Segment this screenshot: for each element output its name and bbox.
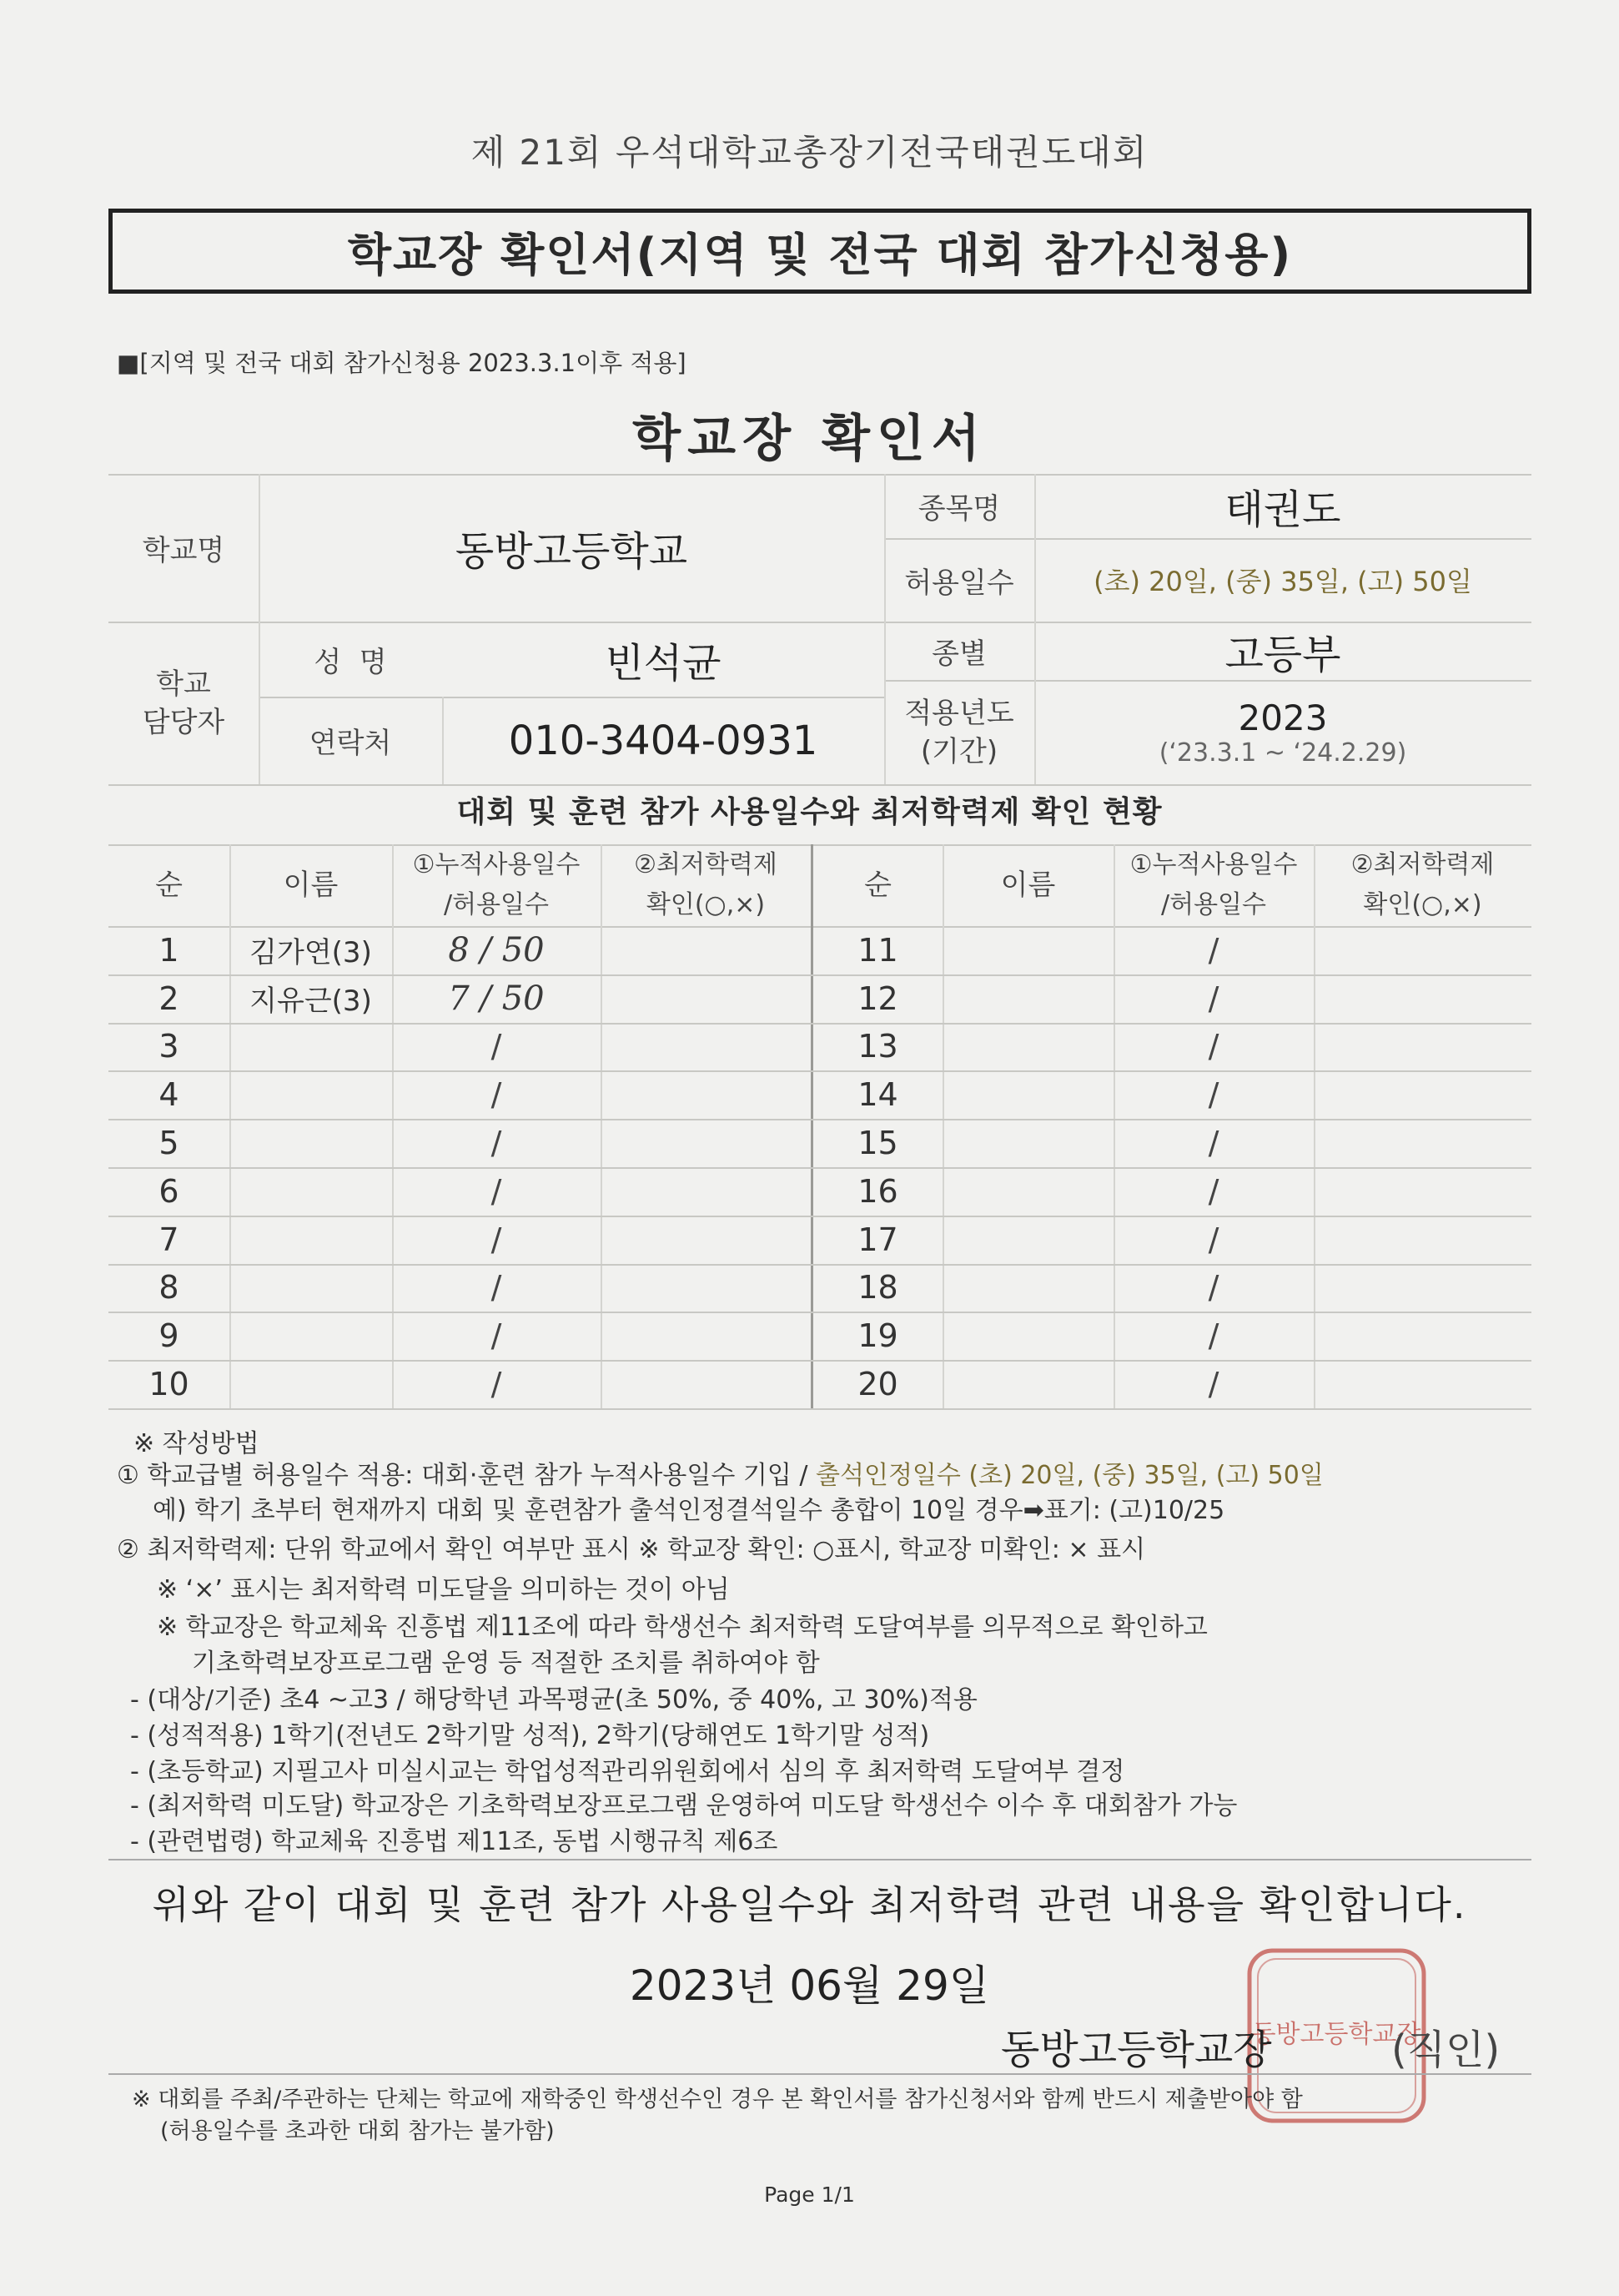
manager-label [108, 622, 259, 784]
min-academic-check [601, 926, 811, 974]
row-number: 18 [857, 1269, 898, 1307]
athlete-name [229, 1216, 392, 1264]
min-academic-check [1314, 1360, 1531, 1408]
min-academic-check [601, 1216, 811, 1264]
min-academic-check [1314, 1167, 1531, 1216]
method-line-11: - (관련법령) 학교체육 진흥법 제11조, 동법 시행규칙 제6조 [130, 1827, 778, 1856]
days-used: / [490, 1317, 502, 1355]
col-days-left-line2: /허용일수 [443, 890, 550, 919]
min-academic-check [1314, 1119, 1531, 1167]
col-no-left: 순 [155, 869, 183, 902]
min-academic-check [1314, 1264, 1531, 1312]
min-academic-check [601, 1312, 811, 1360]
min-academic-check [1314, 1312, 1531, 1360]
athlete-name [229, 1119, 392, 1167]
row-number: 1 [158, 931, 179, 969]
manager-label-line1: 학교 [156, 667, 211, 701]
method-line-1 [117, 1454, 1324, 1491]
athlete-name [943, 1216, 1114, 1264]
method-line-4: ※ ‘×’ 표시는 최저학력 미도달을 의미하는 것이 아님 [157, 1575, 730, 1604]
col-check-left-line2: 확인(○,×) [646, 890, 766, 919]
athlete-name [943, 1023, 1114, 1071]
row-number: 17 [857, 1221, 898, 1258]
athlete-name [229, 1070, 392, 1119]
main-title: 학교장 확인서 [632, 410, 987, 468]
col-name-left: 이름 [283, 869, 339, 902]
row-number: 10 [148, 1366, 189, 1403]
school-name-value: 동방고등학교 [455, 528, 688, 575]
allowed-days-value: (초) 20일, (중) 35일, (고) 50일 [1094, 566, 1472, 597]
confirmation-date: 2023년 06월 29일 [629, 1961, 990, 2010]
method-line-5: ※ 학교장은 학교체육 진흥법 제11조에 따라 학생선수 최저학력 도달여부를 의무적으로 확인하고 [157, 1613, 1208, 1642]
athlete-name [943, 1360, 1114, 1408]
method-line-1b: 출석인정일수 (초) 20일, (중) 35일, (고) 50일 [816, 1461, 1324, 1490]
athlete-name [943, 1264, 1114, 1312]
col-days-right [1114, 844, 1314, 926]
method-line-7: - (대상/기준) 초4 ~고3 / 해당학년 과목평균(초 50%, 중 40%, 고 30%)적용 [130, 1685, 978, 1714]
col-check-left [601, 844, 811, 926]
days-used: / [490, 1221, 502, 1258]
row-number: 3 [158, 1028, 179, 1065]
col-days-left [392, 844, 601, 926]
method-line-10: - (최저학력 미도달) 학교장은 기초학력보장프로그램 운영하여 미도달 학생선수 이수 후 대회참가 가능 [130, 1791, 1238, 1820]
days-used: / [490, 1172, 502, 1210]
days-used: / [490, 1028, 502, 1065]
days-used: / [1208, 1317, 1219, 1355]
athlete-name [229, 1167, 392, 1216]
division-value: 고등부 [1224, 631, 1341, 678]
footnote-line-2: (허용일수를 초과한 대회 참가는 불가함) [160, 2118, 555, 2144]
athlete-name [943, 1119, 1114, 1167]
event-label: 종목명 [918, 492, 1001, 526]
athlete-name [229, 1312, 392, 1360]
person-name-label: 성 명 [314, 645, 387, 679]
days-used: 7 / 50 [448, 979, 545, 1018]
applicability-note: ■[지역 및 전국 대회 참가신청용 2023.3.1이후 적용] [117, 349, 686, 377]
days-used: / [1208, 1076, 1219, 1114]
row-number: 20 [857, 1366, 898, 1403]
athlete-name [943, 974, 1114, 1023]
event-value: 태권도 [1224, 486, 1341, 533]
seal-text: 동방고등학교장 [1251, 2020, 1421, 2049]
method-line-8: - (성적적용) 1학기(전년도 2학기말 성적), 2학기(당해연도 1학기말 성적) [130, 1721, 930, 1750]
row-number: 7 [158, 1221, 179, 1258]
contact-value: 010-3404-0931 [508, 717, 818, 764]
row-number: 19 [857, 1317, 898, 1355]
col-check-right [1314, 844, 1531, 926]
year-label-line1: 적용년도 [904, 696, 1014, 730]
col-days-left-line1: ①누적사용일수 [412, 850, 581, 879]
divider [108, 1859, 1531, 1860]
days-used: / [490, 1125, 502, 1162]
days-used: / [1208, 931, 1219, 969]
min-academic-check [601, 1119, 811, 1167]
confirmation-statement: 위와 같이 대회 및 훈련 참가 사용일수와 최저학력 관련 내용을 확인합니다. [152, 1882, 1467, 1927]
athlete-name [943, 1312, 1114, 1360]
col-no-right: 순 [864, 869, 892, 902]
min-academic-check [601, 974, 811, 1023]
min-academic-check [1314, 1216, 1531, 1264]
min-academic-check [1314, 926, 1531, 974]
method-line-6: 기초학력보장프로그램 운영 등 적절한 조치를 취하여야 함 [192, 1649, 820, 1678]
days-used: / [1208, 1366, 1219, 1403]
days-used: / [490, 1269, 502, 1307]
days-used: / [490, 1076, 502, 1114]
row-number: 8 [158, 1269, 179, 1307]
athlete-name [943, 1070, 1114, 1119]
col-days-right-line1: ①누적사용일수 [1129, 850, 1298, 879]
period-value: (‘23.3.1 ~ ‘24.2.29) [1159, 738, 1407, 768]
manager-label-line2: 담당자 [142, 705, 225, 739]
person-name-value: 빈석균 [605, 639, 722, 687]
min-academic-check [1314, 974, 1531, 1023]
contact-label: 연락처 [309, 727, 392, 760]
row-number: 15 [857, 1125, 898, 1162]
year-label [884, 680, 1034, 784]
division-label: 종별 [932, 637, 987, 671]
days-used: / [1208, 1125, 1219, 1162]
athlete-name [229, 1264, 392, 1312]
method-line-1a: ① 학교급별 허용일수 적용: 대회·훈련 참가 누적사용일수 기입 / [117, 1461, 816, 1490]
method-line-2: 예) 학기 초부터 현재까지 대회 및 훈련참가 출석인정결석일수 총합이 10일 경우➡표기: (고)10/25 [153, 1496, 1225, 1525]
days-used: / [1208, 1028, 1219, 1065]
min-academic-check [601, 1070, 811, 1119]
school-name-label: 학교명 [142, 534, 225, 567]
row-number: 13 [857, 1028, 898, 1065]
min-academic-check [601, 1167, 811, 1216]
row-number: 12 [857, 979, 898, 1017]
method-line-3: ② 최저학력제: 단위 학교에서 확인 여부만 표시 ※ 학교장 확인: ○표시, 학교장 미확인: × 표시 [117, 1535, 1146, 1564]
row-number: 14 [857, 1076, 898, 1114]
row-number: 4 [158, 1076, 179, 1114]
col-check-right-line2: 확인(○,×) [1363, 890, 1482, 919]
row-number: 5 [158, 1125, 179, 1162]
min-academic-check [1314, 1023, 1531, 1071]
seal-label: (직인) [1391, 2027, 1501, 2073]
days-used: / [1208, 1172, 1219, 1210]
row-number: 16 [857, 1172, 898, 1210]
athlete-name: 김가연(3) [249, 936, 372, 970]
col-name-right: 이름 [1000, 869, 1056, 902]
days-used: / [1208, 979, 1219, 1017]
page-number: Page 1/1 [764, 2183, 855, 2207]
days-used: 8 / 50 [448, 930, 545, 969]
col-check-right-line1: ②최저학력제 [1350, 850, 1495, 879]
min-academic-check [601, 1360, 811, 1408]
row-number: 6 [158, 1172, 179, 1210]
method-line-9: - (초등학교) 지필고사 미실시교는 학업성적관리위원회에서 심의 후 최저학력 도달여부 결정 [130, 1757, 1125, 1786]
days-used: / [1208, 1269, 1219, 1307]
year-label-line2: (기간) [920, 734, 998, 768]
row-number: 11 [857, 931, 898, 969]
contest-title: 제 21회 우석대학교총장기전국태권도대회 [470, 132, 1149, 173]
days-used: / [490, 1366, 502, 1403]
allowed-days-label: 허용일수 [904, 566, 1014, 600]
min-academic-check [601, 1023, 811, 1071]
section-title: 대회 및 훈련 참가 사용일수와 최저학력제 확인 현황 [456, 795, 1163, 829]
min-academic-check [1314, 1070, 1531, 1119]
col-days-right-line2: /허용일수 [1160, 890, 1267, 919]
row-number: 2 [158, 979, 179, 1017]
year-value: 2023 [1238, 697, 1328, 738]
athlete-name [943, 926, 1114, 974]
col-check-left-line1: ②최저학력제 [634, 850, 777, 879]
row-number: 9 [158, 1317, 179, 1355]
days-used: / [1208, 1221, 1219, 1258]
method-heading: ※ 작성방법 [133, 1429, 259, 1458]
document-title-box: 학교장 확인서(지역 및 전국 대회 참가신청용) [108, 209, 1531, 294]
footer-divider [108, 2073, 1531, 2075]
principal-name: 동방고등학교장 [1001, 2027, 1272, 2073]
year-value-cell [1034, 680, 1531, 784]
athlete-name [229, 1360, 392, 1408]
min-academic-check [601, 1264, 811, 1312]
athlete-name [229, 1023, 392, 1071]
athlete-name [943, 1167, 1114, 1216]
footnote-line-1: ※ 대회를 주최/주관하는 단체는 학교에 재학중인 학생선수인 경우 본 확인서를 참가신청서와 함께 반드시 제출받아야 함 [132, 2087, 1303, 2112]
athlete-name: 지유근(3) [249, 984, 372, 1019]
